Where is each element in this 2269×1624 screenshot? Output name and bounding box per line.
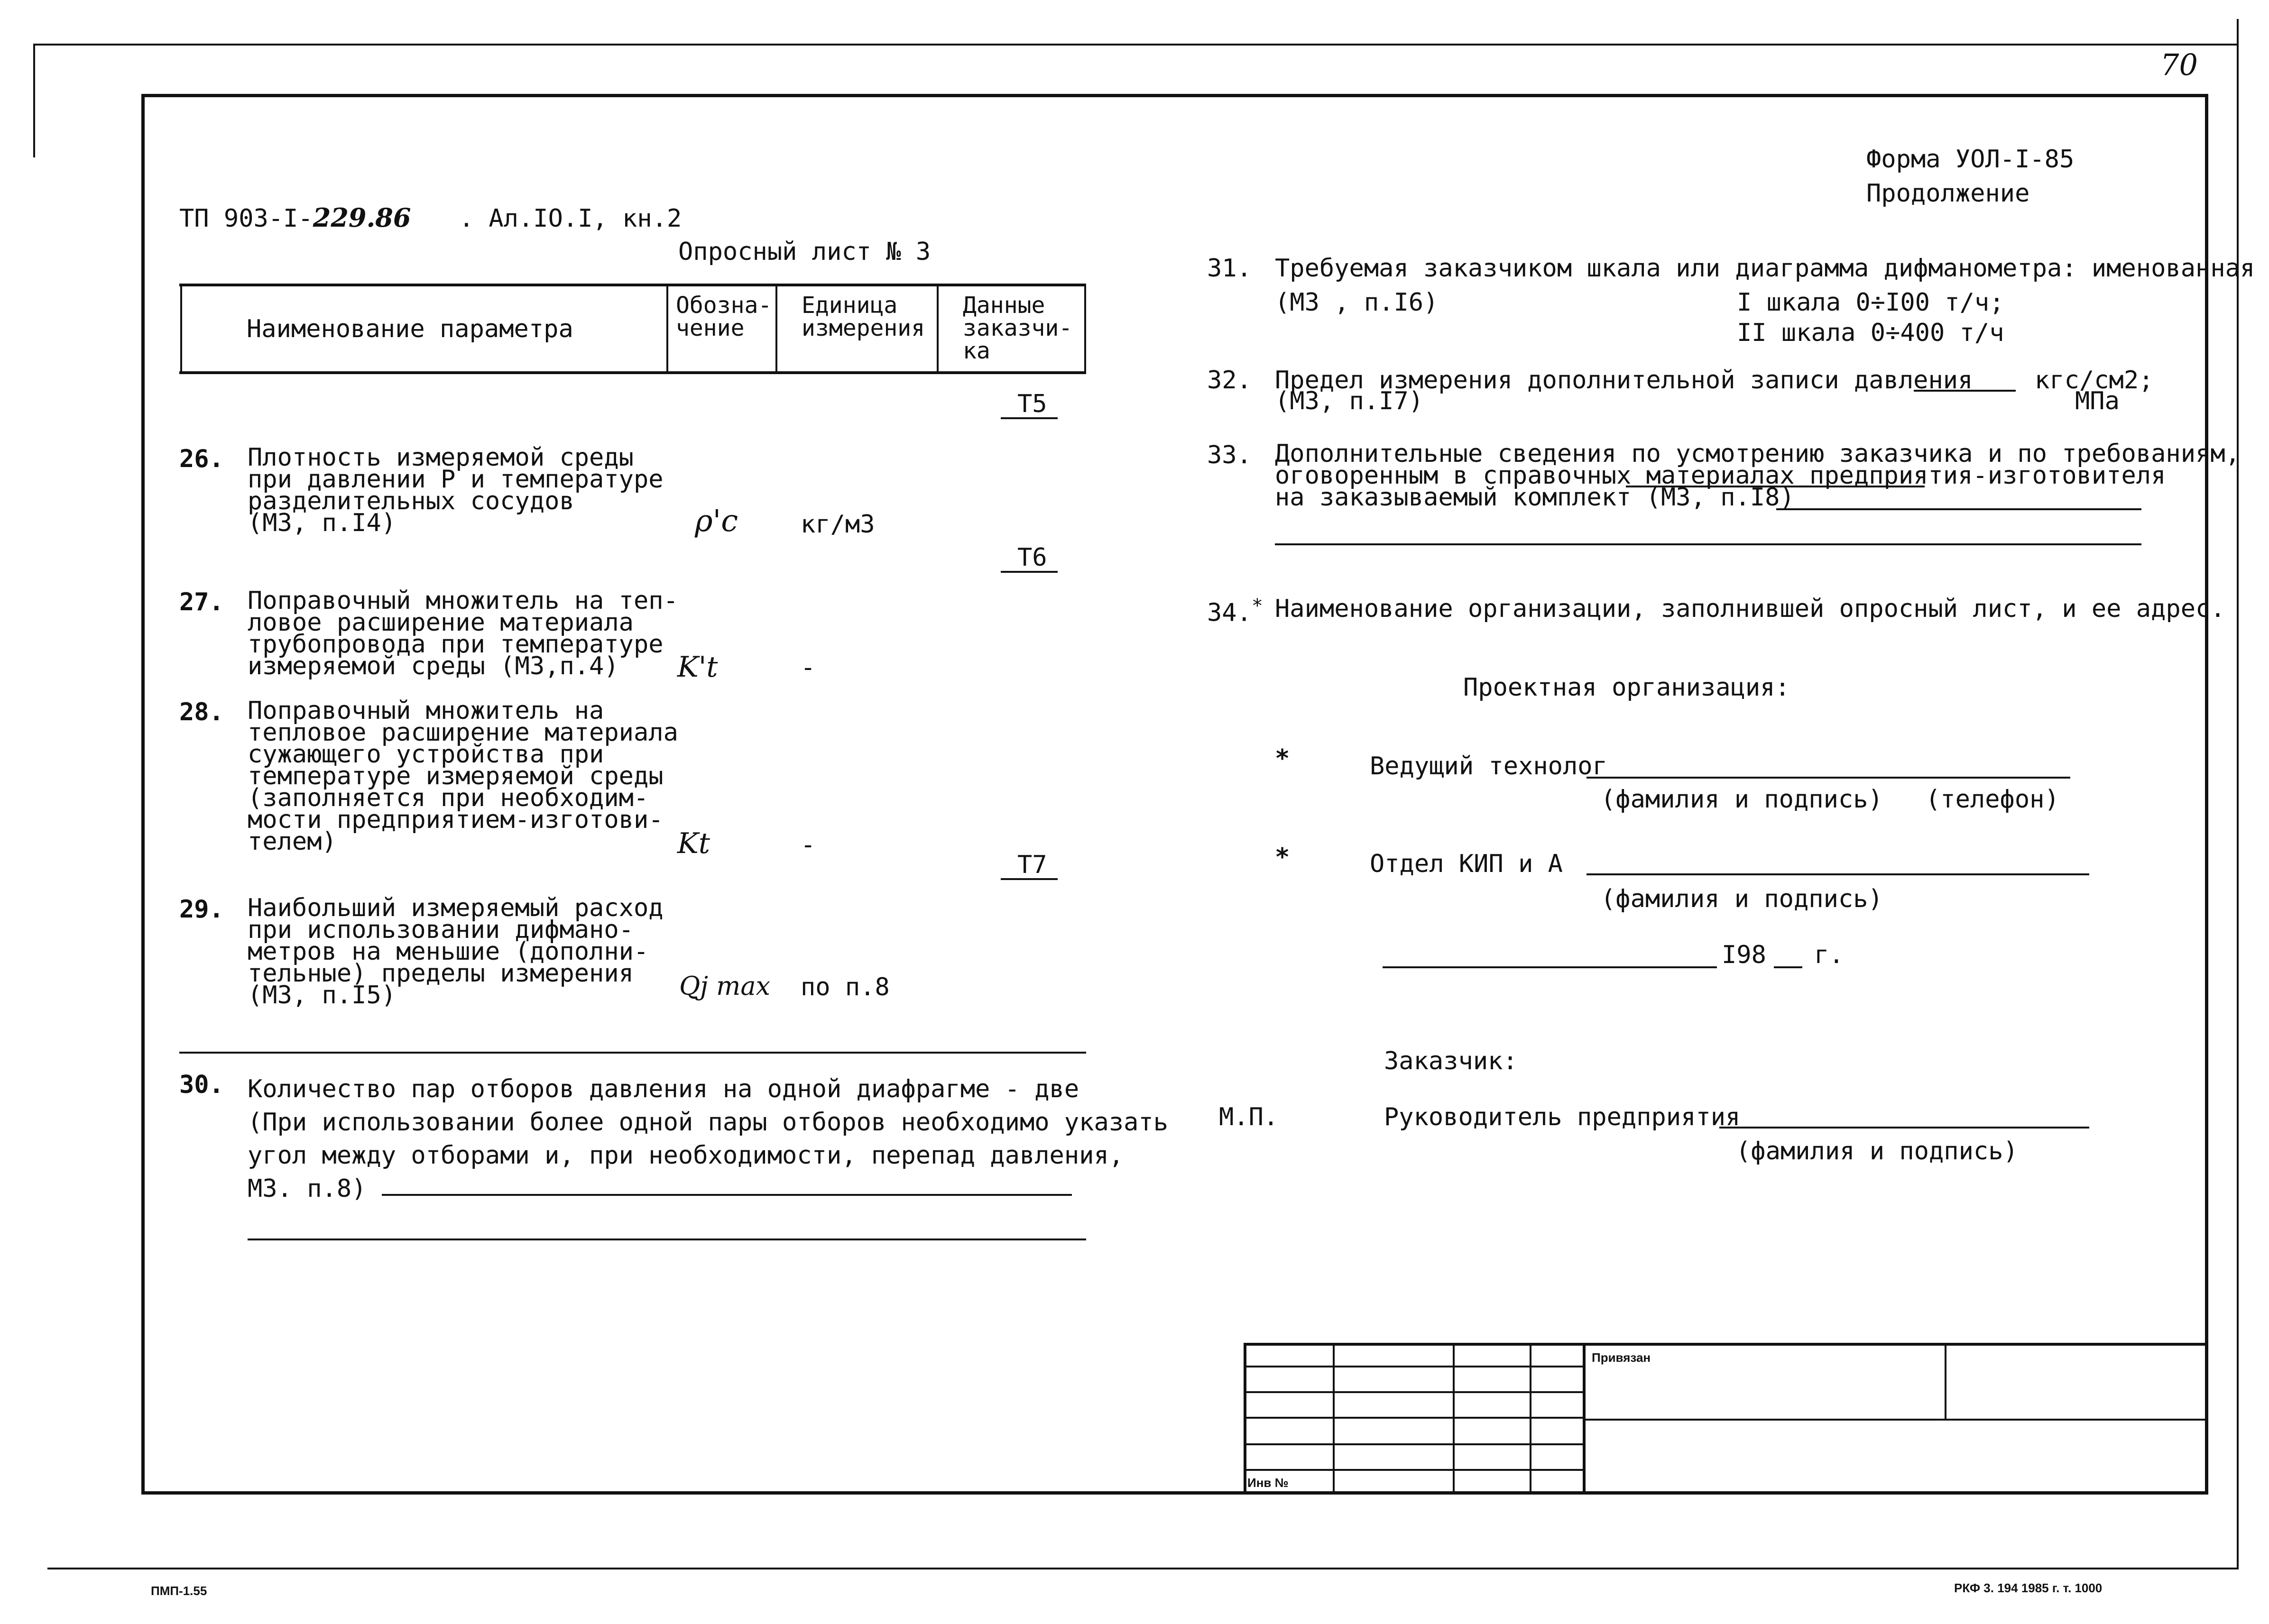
item-line: телем) xyxy=(248,827,337,856)
lead-caption-name: (фамилия и подпись) xyxy=(1601,785,1883,814)
item-line: Количество пар отборов давления на одной диафрагме - две xyxy=(248,1075,1079,1103)
item-line: измеряемой среды (МЗ,п.4) xyxy=(248,652,619,680)
item-26-symbol: ρ'c xyxy=(695,504,738,539)
item-28-symbol: Kt xyxy=(677,827,710,860)
item-31-line2: (МЗ , п.I6) xyxy=(1275,288,1439,317)
item-30-number: 30. xyxy=(179,1071,224,1099)
stamp-privyazan: Привязан xyxy=(1592,1350,1651,1365)
item-34-star: * xyxy=(1251,595,1264,617)
col2-line: Обозна- xyxy=(676,292,772,319)
item-line: (МЗ, п.I5) xyxy=(248,981,397,1009)
table-header-top xyxy=(179,284,1086,286)
item-line: при давлении Р и температуре xyxy=(248,465,664,494)
item-32-line2: (МЗ, п.I7) xyxy=(1275,387,1424,415)
table-col-line-2 xyxy=(775,284,777,373)
date-suffix: г. xyxy=(1814,941,1844,969)
item-line: (МЗ, п.I4) xyxy=(248,509,397,537)
item-34-num: 34. xyxy=(1207,598,1252,627)
item-32-unit1: кгс/см2; xyxy=(2035,366,2154,395)
item-33-blank-2 xyxy=(1275,543,2141,545)
item-33-text xyxy=(1275,440,2240,512)
item-27-symbol: K't xyxy=(677,651,718,684)
stamp-row-5 xyxy=(1244,1469,1583,1471)
item-31-line1: Требуемая заказчиком шкала или диаграмма дифманометра: именованная xyxy=(1275,254,2255,283)
item-32-unit2: МПа xyxy=(2075,387,2120,415)
form-code: Форма УОЛ-I-85 xyxy=(1866,145,2075,174)
item-30-blank-2 xyxy=(248,1239,1086,1240)
item-32-number: 32. xyxy=(1207,366,1252,395)
marker-t7-underline xyxy=(1001,878,1058,880)
item-31-scale2: II шкала 0÷400 т/ч xyxy=(1737,319,2004,347)
column-header-designation xyxy=(676,294,772,339)
item-26-number: 26. xyxy=(179,445,224,473)
item-line: на заказываемый комплект (МЗ, п.I8) xyxy=(1275,483,1795,512)
item-line: сужающего устройства при xyxy=(248,740,604,769)
lead-caption-phone: (телефон) xyxy=(1926,785,2059,814)
item-line: при использовании дифмано- xyxy=(248,916,634,944)
marker-t6: Т6 xyxy=(1017,543,1047,572)
stamp-row-4 xyxy=(1244,1443,1583,1445)
item-line: метров на меньшие (дополни- xyxy=(248,937,649,966)
table-col-line-3 xyxy=(937,284,939,373)
col3-line: Единица xyxy=(802,292,898,319)
item-line: трубопровода при температуре xyxy=(248,630,664,659)
table-header-bottom xyxy=(179,371,1086,374)
stamp-row-2 xyxy=(1244,1391,1583,1393)
table-col-line-0 xyxy=(180,284,182,373)
item-28-text xyxy=(248,697,678,856)
date-year-blank xyxy=(1774,966,1802,968)
item-line: Дополнительные сведения по усмотрению заказчика и по требованиям, xyxy=(1275,440,2240,468)
stamp-col-5 xyxy=(1945,1343,1946,1420)
item-33-number: 33. xyxy=(1207,441,1252,469)
item-34-text: Наименование организации, заполнившей опросный лист, и ее адрес. xyxy=(1275,595,2225,623)
column-header-customer-data xyxy=(963,294,1072,362)
doc-ref-suffix: . Ал.IO.I, кн.2 xyxy=(459,204,682,233)
col4-line: ка xyxy=(963,338,990,364)
date-blank xyxy=(1383,966,1717,968)
item-31-number: 31. xyxy=(1207,254,1252,283)
continuation-label: Продолжение xyxy=(1866,179,2030,208)
item-27-text xyxy=(248,587,678,680)
item-line: оговоренным в справочных материалах предприятия-изготовителя xyxy=(1275,461,2166,490)
item-34-number xyxy=(1207,596,1263,625)
item-line: тепловое расширение материала xyxy=(248,718,678,747)
stamp-mp: М.П. xyxy=(1219,1103,1279,1131)
doc-ref-prefix: ТП 903-I- xyxy=(179,204,313,233)
customer-title: Заказчик: xyxy=(1384,1047,1518,1075)
outer-frame-bottom xyxy=(47,1568,2239,1569)
stamp-inv: Инв № xyxy=(1247,1476,1289,1490)
item-32-line1: Предел измерения дополнительной записи давления xyxy=(1275,366,1973,395)
marker-t5-underline xyxy=(1001,417,1058,419)
kip-star: * xyxy=(1275,843,1290,872)
item-line: разделительных сосудов xyxy=(248,487,574,515)
col3-line: измерения xyxy=(802,315,925,341)
lead-star: * xyxy=(1275,744,1290,773)
item-30-blank-1 xyxy=(382,1194,1072,1196)
marker-t6-underline xyxy=(1001,571,1058,573)
item-29-text xyxy=(248,894,664,1009)
sheet-title: Опросный лист № 3 xyxy=(678,238,931,266)
doc-ref-handwritten: 229.86 xyxy=(313,202,411,233)
customer-head-blank xyxy=(1719,1127,2089,1129)
item-31-scale1: I шкала 0÷I00 т/ч; xyxy=(1737,288,2004,317)
item-line: (При использовании более одной пары отборов необходимо указать xyxy=(248,1108,1169,1137)
col4-line: Данные xyxy=(963,292,1045,319)
item-line: Поправочный множитель на теп- xyxy=(248,587,678,615)
item-line: (заполняется при необходим- xyxy=(248,784,649,812)
item-28-unit: - xyxy=(801,831,816,859)
item-33-blank-1 xyxy=(1776,508,2141,510)
footer-right: РКФ 3. 194 1985 г. т. 1000 xyxy=(1954,1581,2103,1595)
marker-t5: Т5 xyxy=(1017,390,1047,418)
column-header-unit xyxy=(802,294,925,339)
marker-t7: Т7 xyxy=(1017,851,1047,879)
item-27-number: 27. xyxy=(179,588,224,616)
customer-head-label: Руководитель предприятия xyxy=(1384,1103,1741,1131)
item-line: Поправочный множитель на xyxy=(248,697,604,725)
item-line: мости предприятием-изготови- xyxy=(248,806,664,834)
item-line: ловое расширение материала xyxy=(248,608,634,637)
item-line: температуре измеряемой среды xyxy=(248,762,664,790)
item-28-number: 28. xyxy=(179,698,224,726)
item-27-unit: - xyxy=(801,653,816,682)
item-line: МЗ. п.8) xyxy=(248,1174,367,1203)
item-line: Наибольший измеряемый расход xyxy=(248,894,664,922)
lead-technologist-label: Ведущий технолог xyxy=(1370,752,1607,780)
stamp-row-1 xyxy=(1244,1366,1583,1367)
item-30-separator xyxy=(179,1052,1086,1054)
outer-frame-left xyxy=(33,44,35,157)
col2-line: чение xyxy=(676,315,745,341)
item-29-number: 29. xyxy=(179,895,224,924)
footer-left: ПМП-1.55 xyxy=(151,1584,207,1598)
item-32-blank xyxy=(1914,390,2016,392)
table-col-line-4 xyxy=(1084,284,1086,373)
item-29-symbol: Qj max xyxy=(679,971,771,1001)
kip-blank xyxy=(1586,873,2089,875)
outer-frame-right xyxy=(2237,19,2239,1569)
page-number: 70 xyxy=(2160,47,2198,82)
kip-department-label: Отдел КИП и А xyxy=(1370,850,1563,878)
stamp-row-3 xyxy=(1244,1417,1583,1419)
item-line: Плотность измеряемой среды xyxy=(248,443,634,472)
item-line: тельные) пределы измерения xyxy=(248,959,634,988)
item-line: угол между отборами и, при необходимости, перепад давления, xyxy=(248,1141,1124,1170)
table-col-line-1 xyxy=(666,284,668,373)
kip-caption: (фамилия и подпись) xyxy=(1601,885,1883,913)
outer-frame-top xyxy=(33,44,2239,46)
date-year: I98 xyxy=(1722,941,1766,969)
item-26-unit: кг/м3 xyxy=(801,510,875,539)
item-26-text xyxy=(248,443,664,537)
lead-technologist-blank xyxy=(1586,777,2070,779)
stamp-row-right xyxy=(1583,1419,2208,1421)
item-33-underline-materials xyxy=(1626,486,1925,487)
item-29-unit: по п.8 xyxy=(801,973,890,1001)
document-reference xyxy=(179,202,682,233)
col4-line: заказчи- xyxy=(963,315,1073,341)
column-header-parameter: Наименование параметра xyxy=(247,315,573,343)
project-org-title: Проектная организация: xyxy=(1463,673,1790,702)
customer-caption: (фамилия и подпись) xyxy=(1736,1137,2018,1165)
item-30-text xyxy=(248,1073,1168,1205)
